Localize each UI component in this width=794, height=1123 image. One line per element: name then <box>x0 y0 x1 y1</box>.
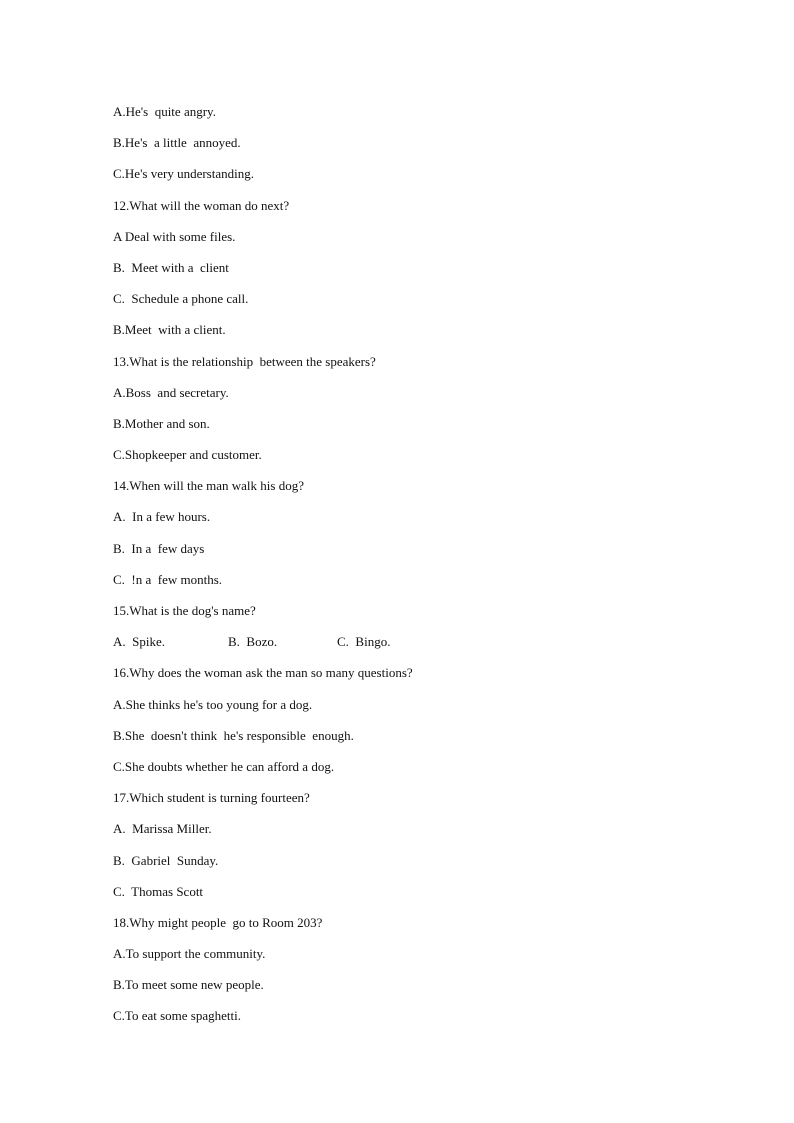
option-line: B.Meet with a client. <box>113 322 226 338</box>
question-list <box>113 103 753 1039</box>
question-15-options <box>113 633 753 664</box>
option-line: A.He's quite angry. <box>113 104 216 119</box>
option-line: A.She thinks he's too young for a dog. <box>113 696 313 712</box>
question-17: 17.Which student is turning fourteen? <box>113 790 310 806</box>
option-line: C. Thomas Scott <box>113 883 204 899</box>
question-14: 14.When will the man walk his dog? <box>113 478 304 494</box>
option-line: C.To eat some spaghetti. <box>113 1008 241 1024</box>
question-12: 12.What will the woman do next? <box>113 197 290 213</box>
option-line: C.Shopkeeper and customer. <box>113 447 262 463</box>
question-16: 16.Why does the woman ask the man so many questions? <box>113 665 413 681</box>
option-line: C. Schedule a phone call. <box>113 291 249 307</box>
question-18: 18.Why might people go to Room 203? <box>113 914 323 930</box>
option-line: B.Mother and son. <box>113 415 210 431</box>
option-line: B. Gabriel Sunday. <box>113 852 219 868</box>
option-line: C. !n a few months. <box>113 571 223 587</box>
option-line: B.She doesn't think he's responsible enough. <box>113 727 354 743</box>
question-15: 15.What is the dog's name? <box>113 603 256 618</box>
option-line: C.She doubts whether he can afford a dog. <box>113 758 335 774</box>
option-line: C.He's very understanding. <box>113 166 254 182</box>
option-c: C. Bingo. <box>337 634 391 650</box>
option-line: A. In a few hours. <box>113 509 211 525</box>
option-line: B. In a few days <box>113 540 205 556</box>
option-line: A. Marissa Miller. <box>113 821 212 837</box>
option-a: A. Spike. <box>113 634 165 650</box>
option-line: B. Meet with a client <box>113 259 229 275</box>
question-13: 13.What is the relationship between the speakers? <box>113 353 376 369</box>
option-line: A.To support the community. <box>113 946 266 962</box>
option-b: B. Bozo. <box>228 634 278 650</box>
option-line: A.Boss and secretary. <box>113 384 229 400</box>
option-line: B.To meet some new people. <box>113 977 264 993</box>
option-line: A Deal with some files. <box>113 228 236 244</box>
option-line: B.He's a little annoyed. <box>113 135 241 151</box>
